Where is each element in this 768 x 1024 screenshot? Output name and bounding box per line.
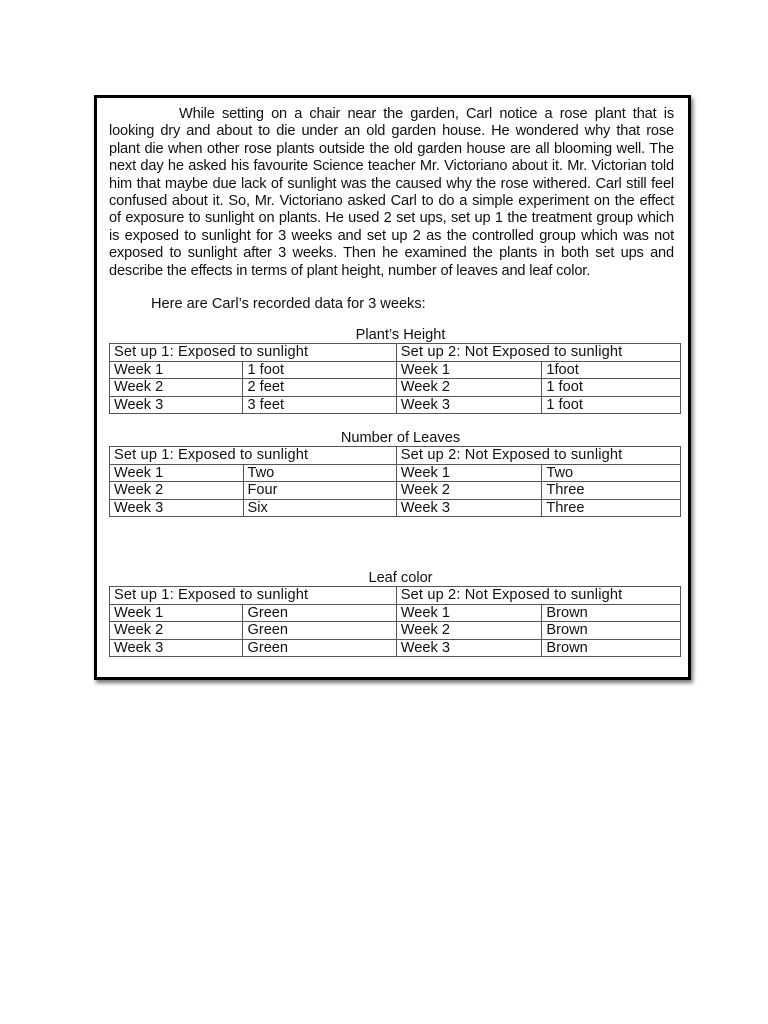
- cell: Four: [243, 482, 396, 500]
- header-setup-1: Set up 1: Exposed to sunlight: [110, 447, 397, 465]
- table-row: [110, 482, 681, 500]
- table-row: [110, 499, 681, 517]
- leaf-color-table: [109, 586, 681, 657]
- number-of-leaves-table: [109, 446, 681, 517]
- plant-height-table: [109, 343, 681, 414]
- table-row: [110, 379, 681, 397]
- cell: Week 3: [396, 396, 542, 414]
- table-title-number-of-leaves: Number of Leaves: [340, 430, 461, 447]
- cell: Week 1: [396, 464, 542, 482]
- cell: Week 2: [396, 482, 542, 500]
- cell: 1 foot: [542, 379, 681, 397]
- cell: Week 1: [396, 604, 542, 622]
- cell: Three: [542, 499, 681, 517]
- table-row: [110, 604, 681, 622]
- cell: Week 1: [110, 464, 244, 482]
- cell: Week 1: [110, 604, 243, 622]
- header-setup-1: Set up 1: Exposed to sunlight: [110, 587, 397, 605]
- cell: Six: [243, 499, 396, 517]
- header-setup-2: Set up 2: Not Exposed to sunlight: [396, 587, 680, 605]
- cell: Two: [542, 464, 681, 482]
- header-setup-1: Set up 1: Exposed to sunlight: [110, 344, 397, 362]
- cell: Week 2: [396, 379, 542, 397]
- table-header-row: [110, 447, 681, 465]
- table-header-row: [110, 587, 681, 605]
- cell: Week 3: [110, 639, 243, 657]
- cell: 1foot: [542, 361, 681, 379]
- header-setup-2: Set up 2: Not Exposed to sunlight: [396, 447, 680, 465]
- table-header-row: [110, 344, 681, 362]
- cell: Week 3: [396, 639, 542, 657]
- table-row: [110, 622, 681, 640]
- cell: Week 3: [110, 396, 243, 414]
- cell: Week 3: [396, 499, 542, 517]
- table-row: [110, 464, 681, 482]
- table-row: [110, 639, 681, 657]
- cell: Green: [243, 604, 396, 622]
- cell: Week 2: [396, 622, 542, 640]
- cell: Brown: [542, 639, 681, 657]
- cell: Week 2: [110, 379, 243, 397]
- cell: Brown: [542, 622, 681, 640]
- table-row: [110, 361, 681, 379]
- cell: Green: [243, 622, 396, 640]
- cell: Brown: [542, 604, 681, 622]
- cell: 1 foot: [243, 361, 396, 379]
- passage-text: While setting on a chair near the garden, Carl notice a rose plant that is looking dry and about to die under an old garden house. He wondered why that rose plant die when other rose plants outside the old garden house are all blooming well. The next day he asked his favourite Science teacher Mr. Victoriano about it. Mr. Victorian told him that maybe due lack of sunlight was the caused why the rose withered. Carl still feel confused about it. So, Mr. Victoriano asked Carl to do a simple experiment on the effect of exposure to sunlight on plants. He used 2 set ups, set up 1 the treatment group which is exposed to sunlight for 3 weeks and set up 2 as the controlled group which was not exposed to sunlight after 3 weeks. Then he examined the plants in both set ups and describe the effects in terms of plant height, number of leaves and leaf color.: [109, 106, 674, 279]
- document-frame: [94, 95, 691, 680]
- cell: 3 feet: [243, 396, 396, 414]
- cell: Three: [542, 482, 681, 500]
- passage: [109, 106, 674, 280]
- cell: Week 1: [110, 361, 243, 379]
- table-title-leaf-color: Leaf color: [368, 570, 433, 587]
- cell: Week 3: [110, 499, 244, 517]
- table-row: [110, 396, 681, 414]
- table-title-plant-height: Plant’s Height: [355, 327, 446, 344]
- header-setup-2: Set up 2: Not Exposed to sunlight: [396, 344, 680, 362]
- cell: Two: [243, 464, 396, 482]
- cell: 1 foot: [542, 396, 681, 414]
- cell: Week 2: [110, 622, 243, 640]
- cell: Green: [243, 639, 396, 657]
- cell: 2 feet: [243, 379, 396, 397]
- intro-line: Here are Carl’s recorded data for 3 weeks:: [151, 296, 426, 313]
- cell: Week 1: [396, 361, 542, 379]
- cell: Week 2: [110, 482, 244, 500]
